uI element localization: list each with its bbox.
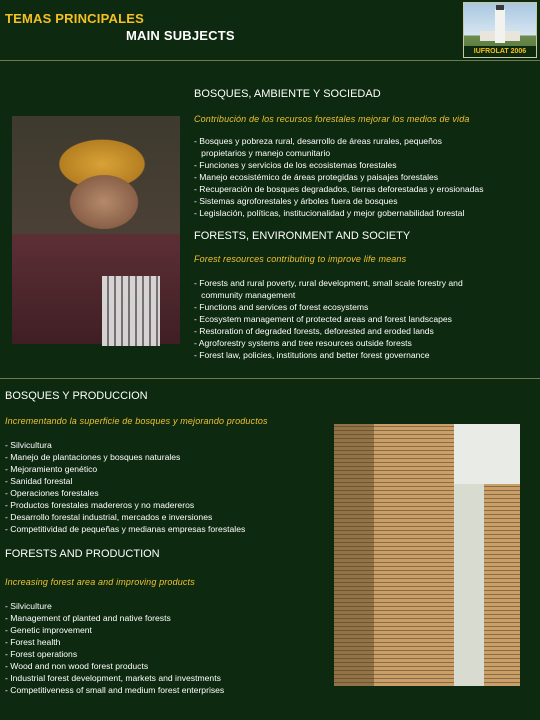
list-item: - Bosques y pobreza rural, desarrollo de áreas rurales, pequeños <box>194 136 442 146</box>
list-item: - Forests and rural poverty, rural development, small scale forestry and <box>194 278 463 288</box>
list-item: - Ecosystem management of protected areas and forest landscapes <box>194 314 452 324</box>
list-item: - Competitiveness of small and medium forest enterprises <box>5 685 225 695</box>
list-item: community management <box>194 290 296 300</box>
list-item: - Restoration of degraded forests, deforested and eroded lands <box>194 326 434 336</box>
section2-subtitle-es: Incrementando la superficie de bosques y mejorando productos <box>5 416 268 426</box>
lighthouse-icon <box>495 9 505 43</box>
list-item: - Recuperación de bosques degradados, tierras deforestadas y erosionadas <box>194 184 484 194</box>
section1-title-es: BOSQUES, AMBIENTE Y SOCIEDAD <box>194 88 381 100</box>
list-item: - Functions and services of forest ecosystems <box>194 302 369 312</box>
list-item: - Silviculture <box>5 601 52 611</box>
list-item: - Forest law, policies, institutions and better forest governance <box>194 350 430 360</box>
section-divider <box>0 378 540 379</box>
list-item: - Manejo de plantaciones y bosques naturales <box>5 452 181 462</box>
list-item: - Wood and non wood forest products <box>5 661 149 671</box>
section2-title-es: BOSQUES Y PRODUCCION <box>5 390 148 402</box>
list-item: - Sistemas agroforestales y árboles fuera de bosques <box>194 196 398 206</box>
photo-lumber-stacks <box>334 424 520 686</box>
section1-subtitle-en: Forest resources contributing to improve life means <box>194 254 407 264</box>
list-item: - Silvicultura <box>5 440 52 450</box>
list-item: - Genetic improvement <box>5 625 92 635</box>
header-title-en: MAIN SUBJECTS <box>126 28 235 43</box>
section2-list-es <box>5 439 245 535</box>
section1-title-en: FORESTS, ENVIRONMENT AND SOCIETY <box>194 230 411 242</box>
section2-title-en: FORESTS AND PRODUCTION <box>5 548 160 560</box>
photo-woman-brooch <box>102 276 160 346</box>
list-item: - Sanidad forestal <box>5 476 73 486</box>
section2-list-en <box>5 600 224 696</box>
list-item: - Operaciones forestales <box>5 488 99 498</box>
photo-lumber-sky <box>454 424 520 484</box>
section1-subtitle-es: Contribución de los recursos forestales mejorar los medios de vida <box>194 114 470 124</box>
logo-label: IUFROLAT 2006 <box>464 46 536 57</box>
list-item: - Forest health <box>5 637 61 647</box>
list-item: - Mejoramiento genético <box>5 464 98 474</box>
list-item: propietarios y manejo comunitario <box>194 148 331 158</box>
photo-lumber-shadow <box>334 424 374 686</box>
header-title-es: TEMAS PRINCIPALES <box>5 11 144 26</box>
list-item: - Productos forestales madereros y no madereros <box>5 500 195 510</box>
list-item: - Legislación, políticas, institucionalidad y mejor gobernabilidad forestal <box>194 208 465 218</box>
list-item: - Competitividad de pequeñas y medianas empresas forestales <box>5 524 246 534</box>
section2-subtitle-en: Increasing forest area and improving products <box>5 577 195 587</box>
list-item: - Desarrollo forestal industrial, mercados e inversiones <box>5 512 213 522</box>
list-item: - Manejo ecosistémico de áreas protegidas y paisajes forestales <box>194 172 439 182</box>
list-item: - Management of planted and native forests <box>5 613 171 623</box>
section1-list-en <box>194 277 463 361</box>
header-divider <box>0 60 540 61</box>
photo-elderly-woman <box>12 116 180 344</box>
list-item: - Industrial forest development, markets and investments <box>5 673 221 683</box>
list-item: - Agroforestry systems and tree resources outside forests <box>194 338 412 348</box>
list-item: - Funciones y servicios de los ecosistemas forestales <box>194 160 397 170</box>
section1-list-es <box>194 135 484 219</box>
list-item: - Forest operations <box>5 649 78 659</box>
iufrolat-logo <box>463 2 537 58</box>
